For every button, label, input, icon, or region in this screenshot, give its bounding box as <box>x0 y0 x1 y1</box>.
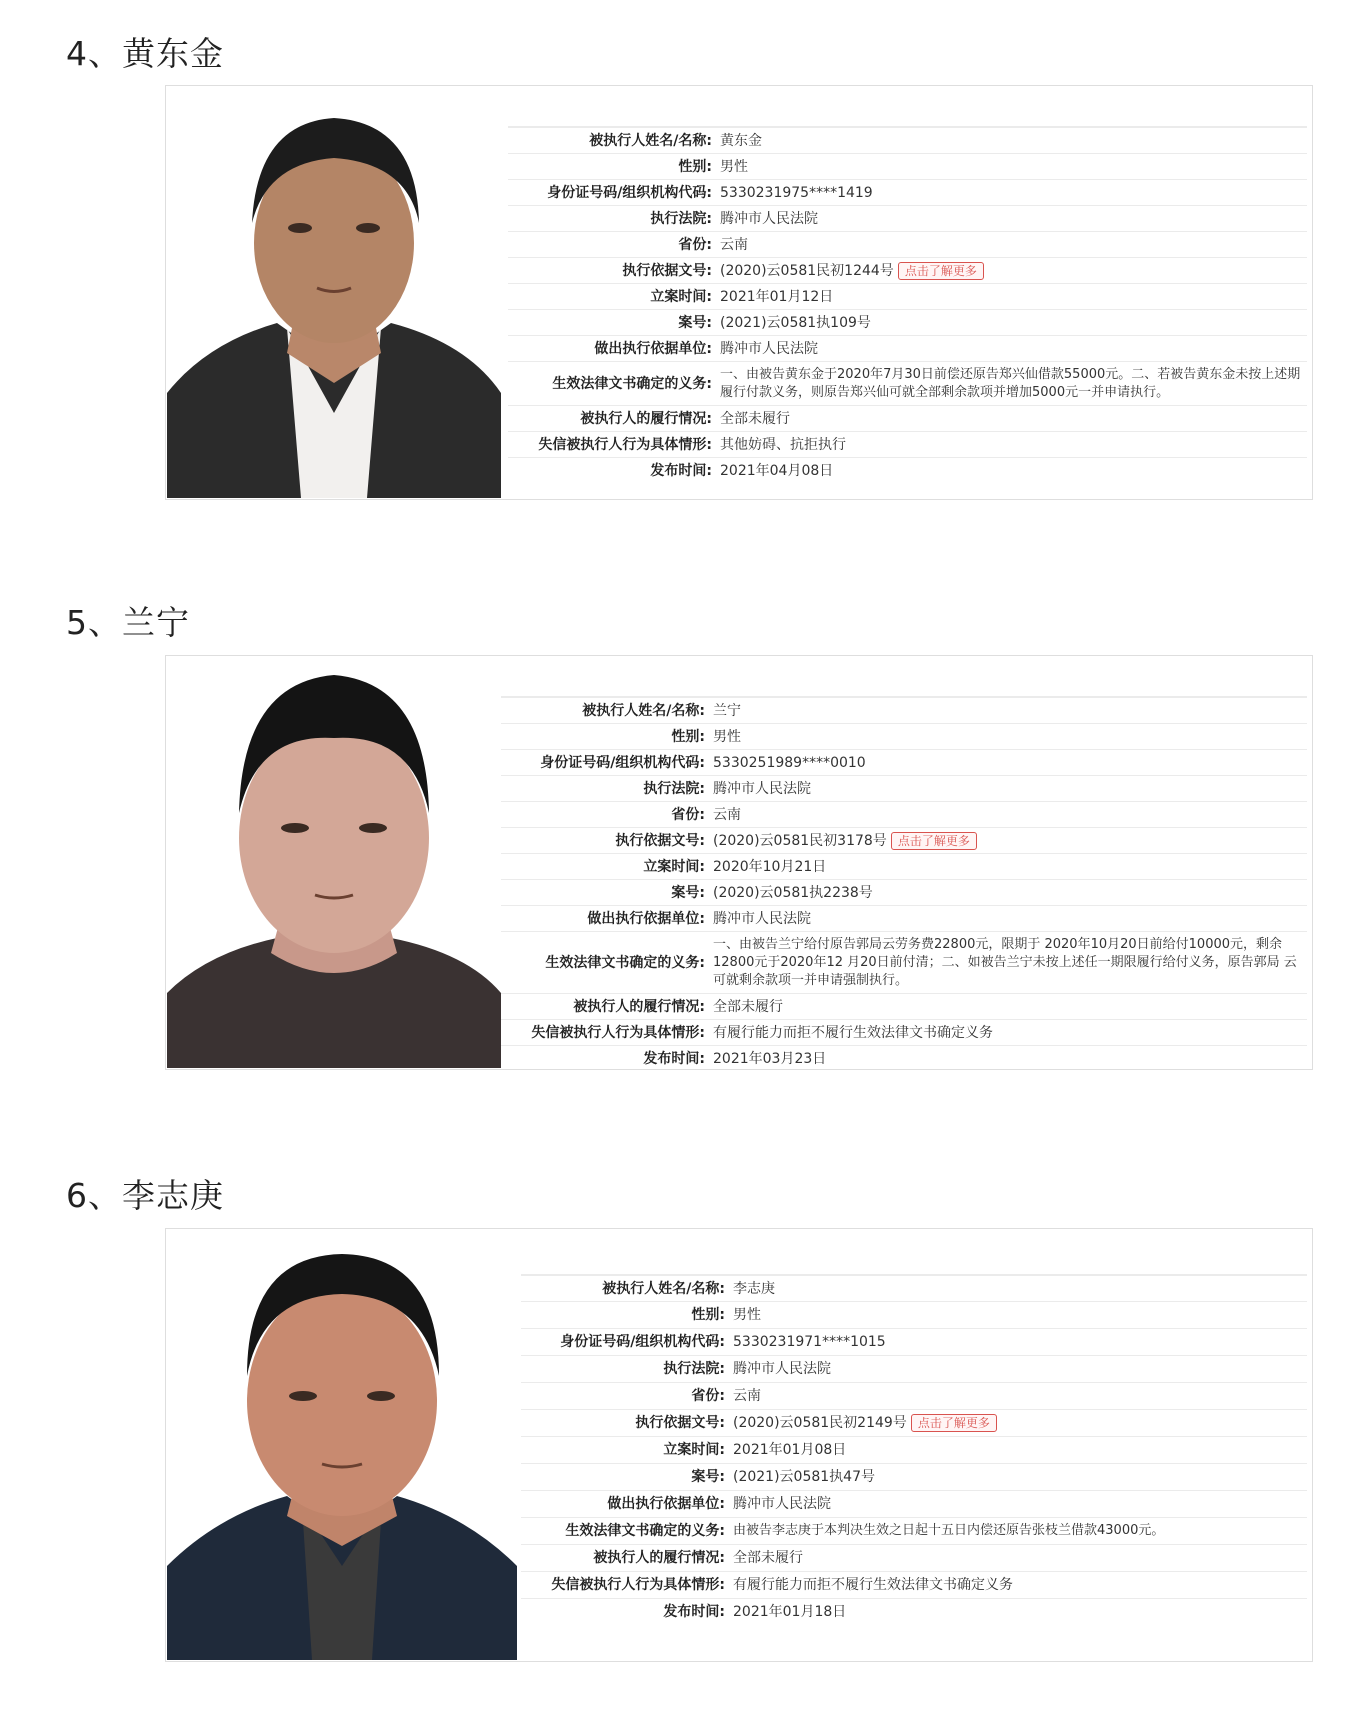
row-gender: 性别: 男性 <box>521 1301 1307 1328</box>
row-court: 执行法院: 腾冲市人民法院 <box>508 205 1307 231</box>
person-card <box>165 85 1313 500</box>
row-behavior: 失信被执行人行为具体情形: 有履行能力而拒不履行生效法律文书确定义务 <box>501 1019 1307 1045</box>
row-basis-doc: 执行依据文号: (2020)云0581民初1244号 点击了解更多 <box>508 257 1307 283</box>
more-info-button[interactable]: 点击了解更多 <box>891 832 977 850</box>
row-court: 执行法院: 腾冲市人民法院 <box>501 775 1307 801</box>
name-value: 兰宁 <box>713 703 741 719</box>
row-published: 发布时间: 2021年01月18日 <box>521 1598 1307 1625</box>
row-published: 发布时间: 2021年03月23日 <box>501 1045 1307 1070</box>
name-value: 李志庚 <box>733 1281 775 1297</box>
row-name: 被执行人姓名/名称: 黄东金 <box>508 126 1307 153</box>
row-published: 发布时间: 2021年04月08日 <box>508 457 1307 483</box>
person-card <box>165 1228 1313 1662</box>
row-basis-doc: 执行依据文号: (2020)云0581民初3178号 点击了解更多 <box>501 827 1307 853</box>
row-performance: 被执行人的履行情况: 全部未履行 <box>508 405 1307 431</box>
row-id: 身份证号码/组织机构代码: 5330231975****1419 <box>508 179 1307 205</box>
row-duty: 生效法律文书确定的义务: 由被告李志庚于本判决生效之日起十五日内偿还原告张枝兰借款43000元。 <box>521 1517 1307 1544</box>
row-name: 被执行人姓名/名称: 李志庚 <box>521 1274 1307 1301</box>
row-performance: 被执行人的履行情况: 全部未履行 <box>521 1544 1307 1571</box>
row-case-no: 案号: (2020)云0581执2238号 <box>501 879 1307 905</box>
person-heading: 5、兰宁 <box>66 603 190 642</box>
row-issuer: 做出执行依据单位: 腾冲市人民法院 <box>521 1490 1307 1517</box>
more-info-button[interactable]: 点击了解更多 <box>898 262 984 280</box>
name-value: 黄东金 <box>720 133 762 149</box>
row-id: 身份证号码/组织机构代码: 5330251989****0010 <box>501 749 1307 775</box>
row-province: 省份: 云南 <box>521 1382 1307 1409</box>
row-name: 被执行人姓名/名称: 兰宁 <box>501 696 1307 723</box>
person-photo <box>167 1236 517 1660</box>
row-filed: 立案时间: 2020年10月21日 <box>501 853 1307 879</box>
row-behavior: 失信被执行人行为具体情形: 其他妨碍、抗拒执行 <box>508 431 1307 457</box>
row-court: 执行法院: 腾冲市人民法院 <box>521 1355 1307 1382</box>
row-province: 省份: 云南 <box>508 231 1307 257</box>
row-duty: 生效法律文书确定的义务: 一、由被告黄东金于2020年7月30日前偿还原告郑兴仙借款55000元。二、若被告黄东金未按上述期履行付款义务，则原告郑兴仙可就全部剩余款项并增加5000元一并申请执行。 <box>508 361 1307 405</box>
row-performance: 被执行人的履行情况: 全部未履行 <box>501 993 1307 1019</box>
row-province: 省份: 云南 <box>501 801 1307 827</box>
more-info-button[interactable]: 点击了解更多 <box>911 1414 997 1432</box>
row-issuer: 做出执行依据单位: 腾冲市人民法院 <box>501 905 1307 931</box>
row-gender: 性别: 男性 <box>501 723 1307 749</box>
row-filed: 立案时间: 2021年01月08日 <box>521 1436 1307 1463</box>
row-case-no: 案号: (2021)云0581执109号 <box>508 309 1307 335</box>
row-behavior: 失信被执行人行为具体情形: 有履行能力而拒不履行生效法律文书确定义务 <box>521 1571 1307 1598</box>
person-card <box>165 655 1313 1070</box>
person-photo <box>167 663 501 1068</box>
person-photo <box>167 93 501 498</box>
row-duty: 生效法律文书确定的义务: 一、由被告兰宁给付原告郭局云劳务费22800元，限期于 2020年10月20日前给付10000元，剩余12800元于2020年12 月20日前付清；二、如被告兰宁未按上述任一期限履行给付义务，原告郭局 云可就剩余款项一并申请强制执行。 <box>501 931 1307 993</box>
row-filed: 立案时间: 2021年01月12日 <box>508 283 1307 309</box>
row-basis-doc: 执行依据文号: (2020)云0581民初2149号 点击了解更多 <box>521 1409 1307 1436</box>
row-id: 身份证号码/组织机构代码: 5330231971****1015 <box>521 1328 1307 1355</box>
row-case-no: 案号: (2021)云0581执47号 <box>521 1463 1307 1490</box>
row-issuer: 做出执行依据单位: 腾冲市人民法院 <box>508 335 1307 361</box>
person-heading: 4、黄东金 <box>66 34 224 73</box>
row-gender: 性别: 男性 <box>508 153 1307 179</box>
person-heading: 6、李志庚 <box>66 1176 224 1215</box>
